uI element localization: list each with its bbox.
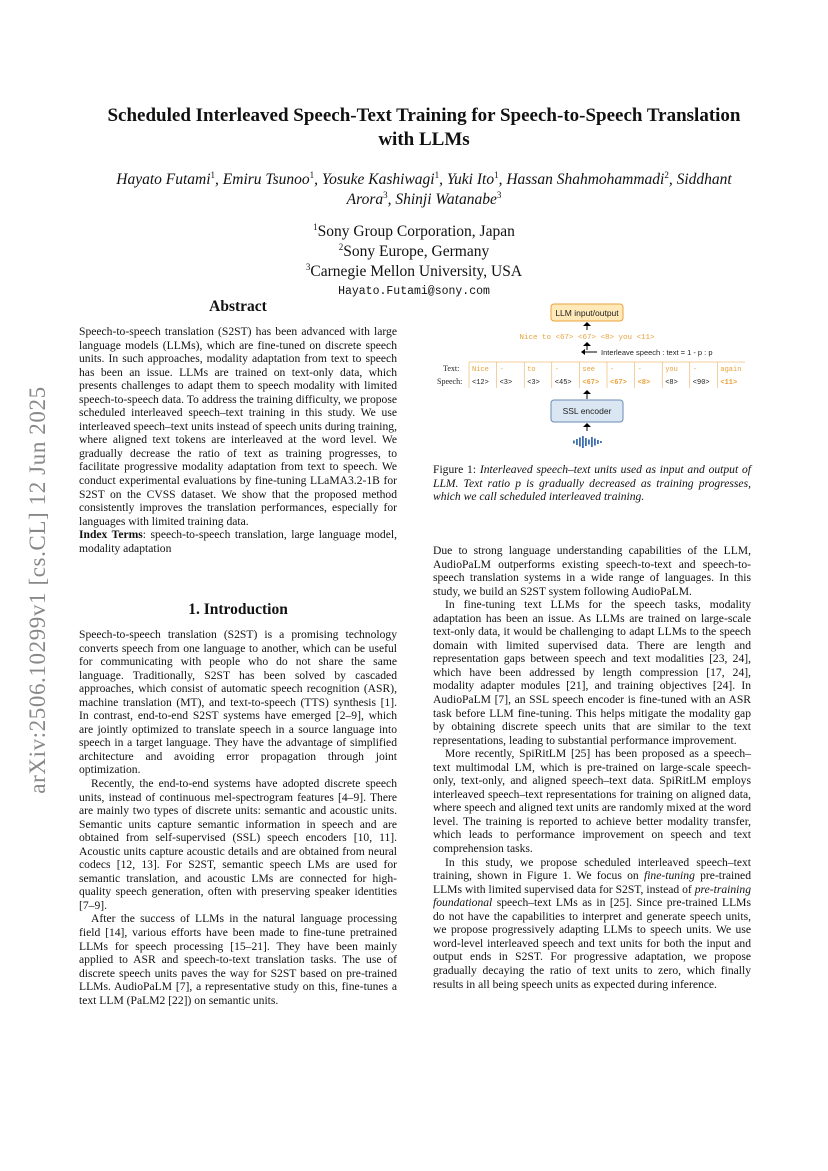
- affiliation-marker: 1: [210, 169, 216, 180]
- speech-token: <3>: [499, 379, 513, 387]
- affiliation-name: Sony Europe, Germany: [343, 243, 490, 260]
- right-p4-emph-2: pre-training foundational: [433, 882, 751, 910]
- waveform-bar: [591, 437, 593, 447]
- figure-caption-text: Interleaved speech–text units used as input and output of LLM. Text ratio p is gradually decreased as training progresses, which we call scheduled interleaved training.: [433, 463, 752, 503]
- output-sequence: Nice to <67> <67> <8> you <11>: [519, 334, 655, 342]
- intro-heading: 1. Introduction: [188, 601, 288, 618]
- waveform-bar: [582, 436, 584, 448]
- author-name: Hayato Futami: [116, 171, 211, 188]
- right-paragraph-4: [433, 856, 751, 991]
- affiliation-line: [200, 242, 628, 262]
- affiliation-number: 1: [313, 221, 318, 232]
- affiliations: [200, 222, 628, 282]
- abstract-heading: Abstract: [209, 298, 267, 315]
- affiliation-line: [200, 262, 628, 282]
- speech-token: <90>: [692, 379, 710, 387]
- title-line-2: with LLMs: [378, 129, 470, 150]
- interleave-ratio-label: Interleave speech : text = 1 - p : p: [601, 348, 713, 357]
- author-list: [70, 170, 778, 210]
- author-separator: ,: [314, 171, 322, 188]
- speech-token: <45>: [554, 379, 572, 387]
- figure-caption-label: Figure 1:: [433, 463, 477, 476]
- waveform-bar: [579, 438, 581, 447]
- arrow-up-icon: [583, 390, 591, 399]
- text-token: -: [554, 366, 560, 374]
- author-name: Hassan Shahmohammadi: [506, 171, 665, 188]
- right-paragraph-1: Due to strong language understanding capabilities of the LLM, AudioPaLM outperforms existing speech-to-text and speech-to-speech translation systems in a wide range of languages. In this study, we build an S2ST system following AudioPaLM.: [433, 544, 751, 598]
- figure-1-caption: [433, 463, 751, 504]
- author-name: Emiru Tsunoo: [222, 171, 310, 188]
- affiliation-marker: 3: [496, 189, 502, 200]
- author-line-2: [70, 190, 778, 210]
- speech-token: <67>: [582, 379, 600, 387]
- affiliation-name: Carnegie Mellon University, USA: [310, 263, 523, 280]
- speech-token: <12>: [472, 379, 489, 387]
- waveform-bar: [597, 440, 599, 444]
- author-name: Siddhant: [676, 171, 732, 188]
- text-token: -: [692, 366, 698, 374]
- index-terms-text: : speech-to-speech translation, large language model, modality adaptation: [79, 528, 397, 555]
- llm-box-label: LLM input/output: [555, 308, 619, 318]
- text-token: -: [637, 366, 642, 374]
- affiliation-marker: 3: [383, 189, 388, 200]
- text-token: Nice: [472, 366, 489, 374]
- index-terms-label: Index Terms: [79, 528, 143, 542]
- right-p4-part-a: In this study, we propose scheduled interleaved speech–text training, shown in Figure 1. We focus on: [433, 855, 751, 883]
- text-token: you: [665, 366, 678, 374]
- speech-token: <8>: [665, 379, 678, 387]
- right-paragraph-3: More recently, SpiRitLM [25] has been proposed as a speech–text multimodal LM, which is pre-trained on large-scale speech-only, text-only, and aligned speech–text data. SpiRitLM employs interleaved speech–text representations for training on aligned data, where speech and aligned text units are randomly mixed at the word level. The training is reported to achieve better modality transfer, which leads to performance improvement on speech and text comprehension tasks.: [433, 747, 751, 856]
- author-line-1: [70, 170, 778, 190]
- text-token: to: [527, 366, 536, 374]
- waveform-bar: [576, 439, 578, 445]
- author-name: Yosuke Kashiwagi: [321, 171, 435, 188]
- waveform-icon: [573, 436, 602, 448]
- text-token: see: [582, 366, 596, 374]
- paper-title: [70, 104, 778, 152]
- index-terms: [79, 528, 397, 555]
- waveform-bar: [588, 440, 590, 445]
- token-grid: [469, 362, 745, 388]
- arxiv-identifier: [22, 345, 54, 835]
- speech-token: <11>: [720, 379, 738, 387]
- waveform-bar: [573, 441, 575, 444]
- intro-section: [79, 628, 397, 1007]
- text-token: again: [720, 366, 742, 374]
- author-separator: ,: [387, 191, 396, 208]
- author-separator: ,: [439, 171, 447, 188]
- speech-token: <3>: [527, 379, 540, 387]
- affiliation-number: 2: [338, 241, 344, 252]
- waveform-bar: [600, 441, 602, 443]
- affiliation-marker: 2: [664, 169, 669, 180]
- author-name: Arora: [346, 191, 384, 208]
- speech-row-label: Speech:: [437, 377, 463, 386]
- text-row-label: Text:: [443, 364, 460, 373]
- abstract-text: Speech-to-speech translation (S2ST) has been advanced with large language models (LLMs), which are fine-tuned on discrete speech units. In such approaches, modality adaptation from text to speech has been an issue. LLMs are trained on text-only data, which presents challenges to adapt them to speech modality with limited speech-to-speech data. To address the training difficulty, we propose scheduled interleaved speech–text training in this study. We use interleaved speech–text units instead of speech units during training, where aligned text tokens are interleaved at the word level. We gradually decrease the ratio of text as training progresses, to facilitate progressive modality adaptation from text to speech. We conduct experimental evaluations by fine-tuning LLaMA3.2-1B for S2ST on the CVSS dataset. We show that the proposed method consistently improves the translation performances, especially for languages with limited training data.: [79, 325, 397, 528]
- affiliation-line: [200, 222, 628, 242]
- author-separator: ,: [498, 171, 507, 188]
- arrow-up-icon: [583, 423, 591, 431]
- intro-continued: [433, 544, 751, 991]
- right-paragraph-2: In fine-tuning text LLMs for the speech tasks, modality adaptation has been an issue. As LLMs are trained on large-scale text-only data, it would be challenging to adapt LLMs to the speech domain with limited supervised data. There are length and representation gaps between speech and text modalities [23, 24], which have been addressed by length compression [17, 24], modality adapter modules [21], and training objectives [24]. In AudioPaLM [7], an SSL speech encoder is fine-tuned with an ASR task before LLM fine-tuning. This helps mitigate the modality gap by obtaining discrete speech units that are similar to the text representations, leading to substantial performance improvement.: [433, 598, 751, 747]
- speech-token: <67>: [610, 379, 627, 387]
- arrow-left-icon: [581, 349, 597, 355]
- right-p4-part-c: speech–text LMs as in [25]. Since pre-trained LLMs do not have the capabilities to interpret and generate speech units, we propose progressively adapting LLMs to speech units. We use word-level interleaved speech and text units for both the input and output ends in S2ST. For progressive adaptation, we propose gradually decaying the ratio of text units to zero, which finally results in all being speech units as expected during inference.: [433, 896, 751, 991]
- author-email: Hayato.Futami@sony.com: [338, 285, 490, 298]
- affiliation-name: Sony Group Corporation, Japan: [317, 223, 515, 240]
- author-name: Yuki Ito: [446, 171, 495, 188]
- author-separator: ,: [215, 171, 223, 188]
- author-separator: ,: [668, 171, 677, 188]
- text-token: -: [499, 366, 504, 374]
- intro-paragraph-2: Recently, the end-to-end systems have adopted discrete speech units, instead of continuous mel-spectrogram features [4–9]. There are mainly two types of discrete units: semantic and acoustic units. Semantic units capture semantic information in speech and are obtained from self-supervised (SSL) speech encoders [10, 11]. Acoustic units capture acoustic details and are obtained from neural codecs [12, 13]. For S2ST, semantic speech LMs are used for semantic translation, and acoustic LMs are connected for high-quality speech generation, often with preserving speaker identities [7–9].: [79, 777, 397, 912]
- speech-token: <8>: [637, 379, 651, 387]
- right-p4-emph-1: fine-tuning: [643, 869, 695, 883]
- abstract-section: [79, 325, 397, 555]
- affiliation-number: 3: [305, 261, 311, 272]
- text-token: -: [610, 366, 615, 374]
- figure-1-diagram: [433, 298, 753, 450]
- arrow-up-icon: [583, 342, 591, 350]
- affiliation-marker: 1: [434, 169, 440, 180]
- waveform-bar: [594, 439, 596, 446]
- waveform-bar: [585, 438, 587, 446]
- intro-paragraph-1: Speech-to-speech translation (S2ST) is a promising technology converts speech from one language to another, which can be useful for communicating with people who do not share the same language. Traditionally, S2ST has been solved by cascaded approaches, which consist of automatic speech recognition (ASR), machine translation (MT), and text-to-speech (TTS) synthesis [1]. In contrast, end-to-end S2ST systems have emerged [2–9], which are jointly optimized to translate speech in a source language into speech in a target language. They have the advantage of simplified architecture and avoiding error propagation through joint optimization.: [79, 628, 397, 777]
- arxiv-id-text: arXiv:2506.10299v1 [cs.CL] 12 Jun 2025: [25, 386, 50, 794]
- arrow-up-icon: [583, 322, 591, 330]
- author-name: Shinji Watanabe: [395, 191, 497, 208]
- affiliation-marker: 1: [309, 169, 315, 180]
- title-line-1: Scheduled Interleaved Speech-Text Training for Speech-to-Speech Translation: [107, 105, 741, 126]
- affiliation-marker: 1: [494, 169, 499, 180]
- ssl-encoder-label: SSL encoder: [562, 406, 612, 416]
- intro-paragraph-3: After the success of LLMs in the natural language processing field [14], various efforts have been made to fine-tune pretrained LLMs for speech processing [15–21]. They have been mainly applied to ASR and speech-to-text translation tasks. The use of discrete speech units paves the way for S2ST based on pre-trained LLMs. AudioPaLM [7], a representative study on this, fine-tunes a text LLM (PaLM2 [22]) on semantic units.: [79, 912, 397, 1007]
- right-p4-part-b: pre-trained LLMs with limited supervised data for S2ST, instead of: [433, 869, 751, 896]
